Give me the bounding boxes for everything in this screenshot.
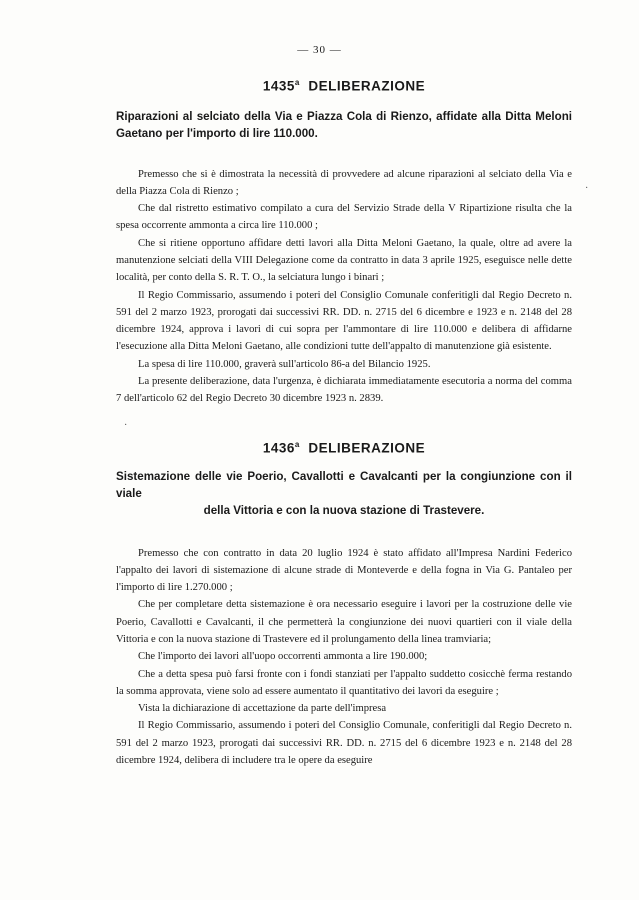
deliberation-number: 1435 [262, 78, 295, 94]
paragraph: Che dal ristretto estimativo compilato a cura del Servizio Strade della V Ripartizione risulta che la spesa occorrente ammonta a circa lire 110.000 ; [116, 203, 572, 232]
page-number: — 30 — [297, 44, 342, 56]
paragraph: Che per completare detta sistemazione è ora necessario eseguire i lavori per la costruzione delle vie Poerio, Cavallotti e Cavalcanti, il che permetterà la congiunzione dei nuovi quartieri con il viale della Vittoria e con la nuova stazione di Trastevere ed il prolungamento della linea tramviaria; [116, 599, 572, 645]
scan-speck: · [585, 183, 589, 194]
deliberation-title: DELIBERAZIONE [308, 78, 426, 94]
deliberation-1436 [116, 440, 572, 769]
paragraph: La spesa di lire 110.000, graverà sull'articolo 86-a del Bilancio 1925. [138, 358, 431, 370]
deliberation-subject-line1: Sistemazione delle vie Poerio, Cavallotti e Cavalcanti per la congiunzione con il viale [116, 469, 572, 500]
paragraph: Premesso che con contratto in data 20 luglio 1924 è stato affidato all'Impresa Nardini Federico l'appalto dei lavori di sistemazione di alcune strade di Monteverde e della fogna in Via G. Pantaleo per l'importo di lire 1.270.000 ; [116, 547, 572, 594]
paragraph: Il Regio Commissario, assumendo i poteri del Consiglio Comunale conferitigli dal Regio Decreto n. 591 del 2 marzo 1923, prorogati dai successivi RR. DD. n. 2715 del 6 dicembre e 1923 e n. 2148 del 28 dicembre 1924, approva i lavori di cui sopra per l'ammontare di lire 110.000 e delibera di affidarne l'esecuzione alla Ditta Meloni Gaetano, alle condizioni tutte dell'appalto di manutenzione già esistente. [116, 289, 572, 353]
paragraph: La presente deliberazione, data l'urgenza, è dichiarata immediatamente esecutoria a norma del comma 7 dell'articolo 62 del Regio Decreto 30 dicembre 1923 n. 2839. [116, 376, 572, 405]
paragraph: Vista la dichiarazione di accettazione da parte dell'impresa [138, 703, 387, 715]
deliberation-subject-line2: della Vittoria e con la nuova stazione di Trastevere. [203, 503, 485, 517]
paragraph: Che a detta spesa può farsi fronte con i fondi stanziati per l'appalto suddetto cosicchè ferma restando la somma approvata, viene solo ad essere aumentato il quantitativo dei lavori da eseguire ; [116, 668, 572, 697]
deliberation-heading [116, 440, 572, 456]
paragraph: Che si ritiene opportuno affidare detti lavori alla Ditta Meloni Gaetano, la quale, oltre ad avere la manutenzione selciati della VIII Delegazione come da contratto in data 3 aprile 1925, eseguisce nelle dette località, per conto della S. R. T. O., la selciatura lungo i binari ; [116, 237, 572, 284]
paragraph: Che l'importo dei lavori all'uopo occorrenti ammonta a lire 190.000; [138, 651, 428, 663]
deliberation-subject-line1: Riparazioni al selciato della Via e Piazza Cola di Rienzo, affidate alla Ditta Meloni [116, 109, 572, 123]
deliberation-number: 1436 [262, 440, 295, 456]
ordinal-suffix: a [294, 78, 300, 87]
ordinal-suffix: a [294, 440, 300, 449]
deliberation-subject-line2: Gaetano per l'importo di lire 110.000. [116, 126, 318, 140]
deliberation-title: DELIBERAZIONE [308, 440, 426, 456]
paragraph: Il Regio Commissario, assumendo i poteri del Consiglio Comunale, conferitigli dal Regio Decreto n. 591 del 2 marzo 1923, prorogati dai successivi RR. DD. n. 2715 del 6 dicembre 1923 e n. 2148 del 28 dicembre 1924, delibera di includere tra le opere da eseguire [116, 720, 572, 767]
paragraph: Premesso che si è dimostrata la necessità di provvedere ad alcune riparazioni al selciato della Via e della Piazza Cola di Rienzo ; [116, 168, 572, 197]
deliberation-heading [116, 78, 572, 94]
deliberation-1435 [116, 78, 572, 408]
scan-speck: · [124, 420, 128, 431]
